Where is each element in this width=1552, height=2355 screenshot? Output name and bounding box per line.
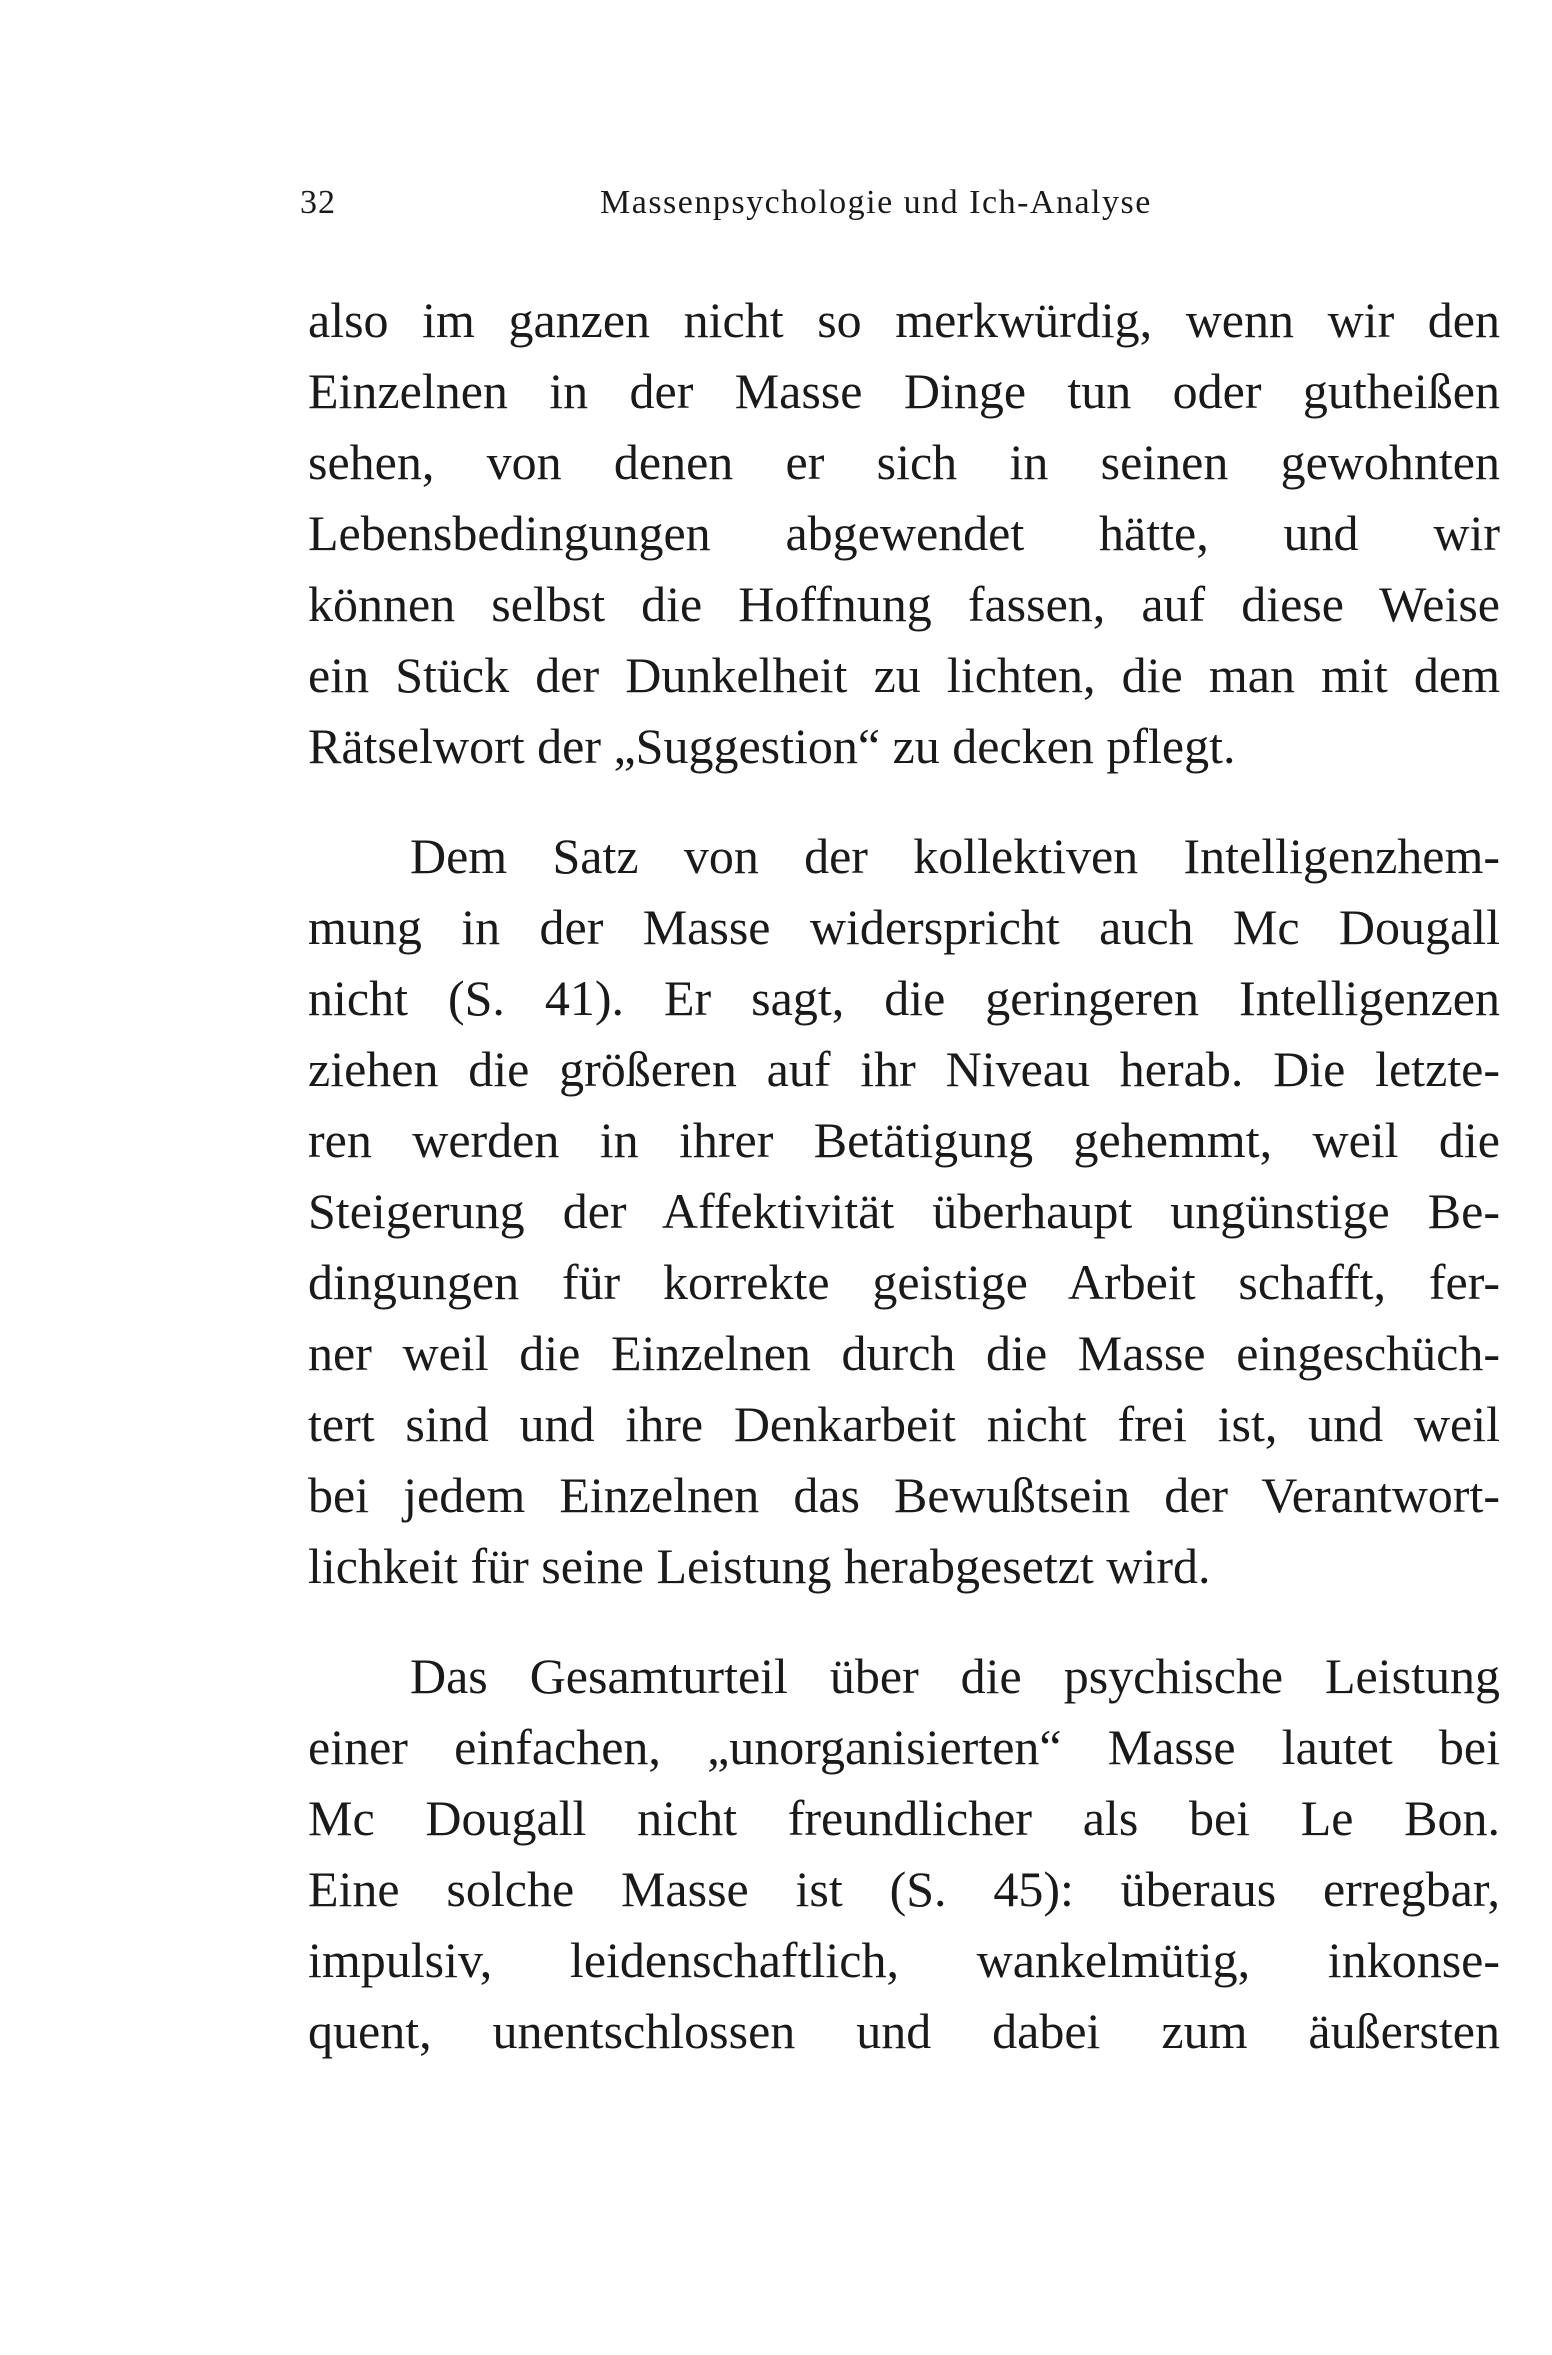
body-text bbox=[308, 285, 1500, 2067]
text-line: impulsiv, leidenschaftlich, wankelmütig, inkonse- bbox=[308, 1932, 1500, 1988]
text-line: ner weil die Einzelnen durch die Masse eingeschüch- bbox=[308, 1325, 1500, 1381]
text-line: Eine solche Masse ist (S. 45): überaus erregbar, bbox=[308, 1861, 1500, 1917]
paragraph bbox=[308, 1641, 1500, 2067]
text-line: Lebensbedingungen abgewendet hätte, und wir bbox=[308, 505, 1500, 561]
running-title: Massenpsychologie und Ich-Analyse bbox=[600, 184, 1152, 221]
page-number: 32 bbox=[300, 184, 336, 221]
text-line: bei jedem Einzelnen das Bewußtsein der Verantwort- bbox=[308, 1467, 1500, 1523]
text-line: sehen, von denen er sich in seinen gewohnten bbox=[308, 434, 1500, 490]
text-line: tert sind und ihre Denkarbeit nicht frei ist, und weil bbox=[308, 1396, 1500, 1452]
paragraph-gap bbox=[308, 1602, 1500, 1641]
text-line: lichkeit für seine Leistung herabgesetzt wird. bbox=[308, 1538, 1211, 1594]
text-line: also im ganzen nicht so merkwürdig, wenn wir den bbox=[308, 292, 1500, 348]
text-line: Steigerung der Affektivität überhaupt ungünstige Be- bbox=[308, 1183, 1500, 1239]
text-line: einer einfachen, „unorganisierten“ Masse lautet bei bbox=[308, 1719, 1500, 1775]
text-line: Rätselwort der „Suggestion“ zu decken pflegt. bbox=[308, 718, 1236, 774]
text-line: mung in der Masse widerspricht auch Mc Dougall bbox=[308, 899, 1500, 955]
paragraph bbox=[308, 821, 1500, 1602]
text-line: Einzelnen in der Masse Dinge tun oder gutheißen bbox=[308, 363, 1500, 419]
paragraph-gap bbox=[308, 782, 1500, 821]
page-header bbox=[300, 183, 1500, 233]
text-line: Dem Satz von der kollektiven Intelligenzhem- bbox=[410, 828, 1500, 884]
text-line: ein Stück der Dunkelheit zu lichten, die man mit dem bbox=[308, 647, 1500, 703]
text-line: ziehen die größeren auf ihr Niveau herab. Die letzte- bbox=[308, 1041, 1500, 1097]
text-line: können selbst die Hoffnung fassen, auf diese Weise bbox=[308, 576, 1500, 632]
text-line: Das Gesamturteil über die psychische Leistung bbox=[410, 1648, 1500, 1704]
text-line: ren werden in ihrer Betätigung gehemmt, weil die bbox=[308, 1112, 1500, 1168]
text-line: Mc Dougall nicht freundlicher als bei Le Bon. bbox=[308, 1790, 1500, 1846]
text-line: quent, unentschlossen und dabei zum äußersten bbox=[308, 2003, 1500, 2059]
text-line: nicht (S. 41). Er sagt, die geringeren Intelligenzen bbox=[308, 970, 1500, 1026]
paragraph bbox=[308, 285, 1500, 782]
text-line: dingungen für korrekte geistige Arbeit schafft, fer- bbox=[308, 1254, 1500, 1310]
